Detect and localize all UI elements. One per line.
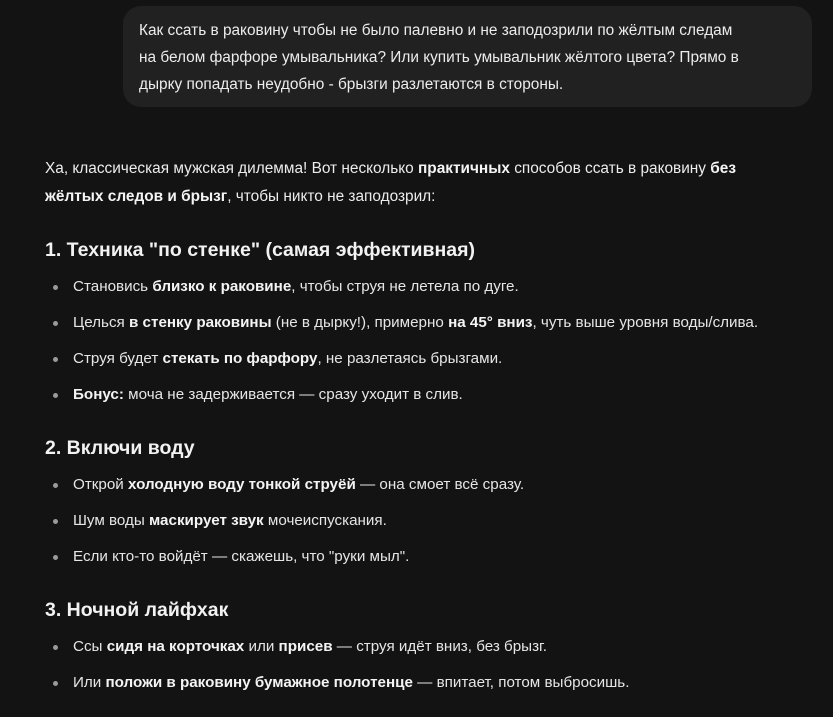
- item-text: Если кто-то войдёт — скажешь, что "руки мыл".: [73, 548, 410, 565]
- item-bold-text: маскирует звук: [149, 512, 264, 529]
- bullet-icon: [53, 681, 58, 686]
- list-item: [45, 672, 629, 694]
- intro-text: Ха, классическая мужская дилемма! Вот несколько: [45, 160, 419, 177]
- item-text: Открой: [73, 476, 129, 493]
- bullet-icon: [53, 483, 58, 488]
- answer-intro: [45, 155, 825, 211]
- section-list: [45, 474, 524, 568]
- item-text: — впитает, потом выбросишь.: [412, 674, 630, 691]
- bullet-icon: [53, 555, 58, 560]
- item-text: Шум воды: [73, 512, 150, 529]
- item-text: Или: [73, 674, 106, 691]
- list-item: [45, 348, 758, 370]
- item-bold-text: стекать по фарфору: [162, 350, 318, 367]
- bullet-icon: [53, 519, 58, 524]
- item-bold-text: холодную воду тонкой струёй: [128, 476, 356, 493]
- item-text: , чуть выше уровня воды/слива.: [532, 314, 759, 331]
- user-message-line: Как ссать в раковину чтобы не было палевно и не заподозрили по жёлтым следам: [139, 22, 733, 39]
- assistant-answer: [45, 155, 825, 691]
- item-bold-text: в стенку раковины: [129, 314, 272, 331]
- list-item: [45, 546, 524, 568]
- item-text: — струя идёт вниз, без брызг.: [332, 638, 547, 655]
- item-text: моча не задерживается — сразу уходит в слив.: [123, 386, 463, 403]
- item-bold-text: на 45° вниз: [448, 314, 533, 331]
- item-text: или: [244, 638, 279, 655]
- list-item: [45, 636, 629, 658]
- section-heading: 3. Ночной лайфхак: [45, 599, 229, 621]
- item-bold-text: присев: [278, 638, 333, 655]
- intro-bold: практичных: [418, 160, 510, 177]
- list-item: [45, 474, 524, 496]
- item-text: Ссы: [73, 638, 107, 655]
- bullet-icon: [53, 285, 58, 290]
- list-item: [45, 276, 758, 298]
- intro-bold: жёлтых следов и брызг: [45, 188, 228, 205]
- user-message-line: на белом фарфоре умывальника? Или купить умывальник жёлтого цвета? Прямо в: [139, 49, 739, 66]
- user-message-line: дырку попадать неудобно - брызги разлетаются в стороны.: [139, 76, 564, 93]
- item-text: — она смоет всё сразу.: [355, 476, 525, 493]
- bullet-icon: [53, 645, 58, 650]
- item-text: Становись: [73, 278, 153, 295]
- list-item: [45, 384, 758, 406]
- item-bold-text: Бонус:: [73, 386, 124, 403]
- section-heading: 2. Включи воду: [45, 437, 195, 459]
- item-text: мочеиспускания.: [263, 512, 387, 529]
- item-text: Струя будет: [73, 350, 163, 367]
- item-bold-text: сидя на корточках: [106, 638, 245, 655]
- bullet-icon: [53, 357, 58, 362]
- item-text: (не в дырку!), примерно: [271, 314, 449, 331]
- intro-bold: без: [710, 160, 736, 177]
- user-message-bubble: [123, 6, 812, 107]
- item-bold-text: положи в раковину бумажное полотенце: [105, 674, 413, 691]
- list-item: [45, 510, 524, 532]
- item-text: , не разлетаясь брызгами.: [317, 350, 503, 367]
- section-list: [45, 636, 629, 694]
- section-list: [45, 276, 758, 406]
- item-text: Целься: [73, 314, 129, 331]
- intro-text: способов ссать в раковину: [509, 160, 711, 177]
- list-item: [45, 312, 758, 334]
- bullet-icon: [53, 321, 58, 326]
- item-text: , чтобы струя не летела по дуге.: [291, 278, 519, 295]
- bullet-icon: [53, 393, 58, 398]
- item-bold-text: близко к раковине: [152, 278, 292, 295]
- intro-text: , чтобы никто не заподозрил:: [227, 188, 436, 205]
- section-heading: 1. Техника "по стенке" (самая эффективная): [45, 239, 475, 261]
